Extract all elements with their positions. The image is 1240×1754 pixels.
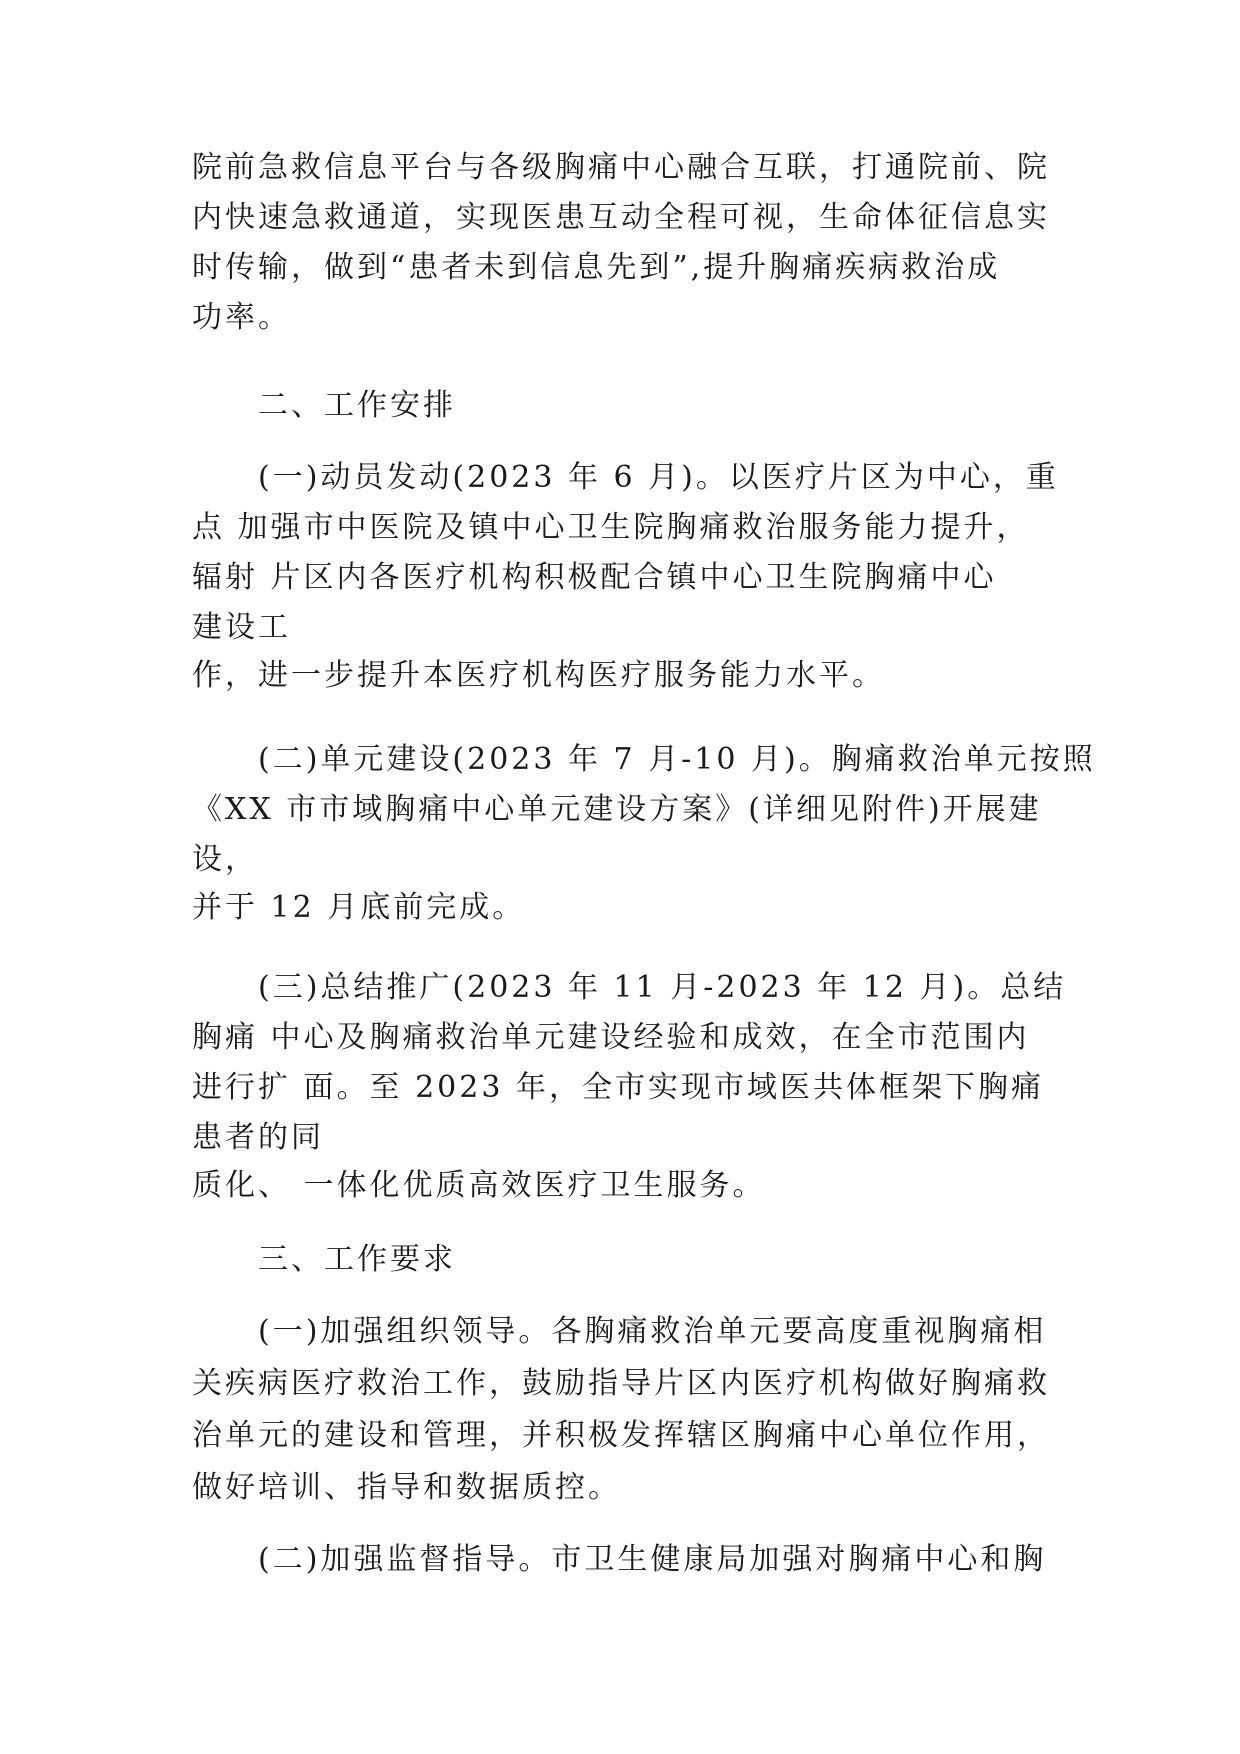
text-line: 设， xyxy=(192,842,258,877)
text-line: 功率。 xyxy=(192,300,291,335)
text-line: 质化、 一体化优质高效医疗卫生服务。 xyxy=(192,1168,766,1203)
section-heading: 三、工作要求 xyxy=(258,1242,456,1277)
text-line: 胸痛 中心及胸痛救治单元建设经验和成效，在全市范围内 xyxy=(192,1020,1030,1055)
text-line: 点 加强市中医院及镇中心卫生院胸痛救治服务能力提升， xyxy=(192,510,1030,545)
text-line: 治单元的建设和管理，并积极发挥辖区胸痛中心单位作用， xyxy=(192,1418,1050,1453)
text-line: 内快速急救通道，实现医患互动全程可视，生命体征信息实 xyxy=(192,200,1050,235)
text-line: 做好培训、指导和数据质控。 xyxy=(192,1470,621,1505)
text-line: (一)加强组织领导。各胸痛救治单元要高度重视胸痛相 xyxy=(258,1314,1047,1349)
text-line: 《XX 市市域胸痛中心单元建设方案》(详细见附件)开展建 xyxy=(192,792,1042,827)
text-line: 建设工 xyxy=(192,610,291,645)
text-line: 辐射 片区内各医疗机构积极配合镇中心卫生院胸痛中心 xyxy=(192,560,997,595)
section-heading: 二、工作安排 xyxy=(258,388,456,423)
text-line: 作，进一步提升本医疗机构医疗服务能力水平。 xyxy=(192,658,885,693)
text-line: 院前急救信息平台与各级胸痛中心融合互联，打通院前、院 xyxy=(192,150,1050,185)
text-line: 进行扩 面。至 2023 年，全市实现市域医共体框架下胸痛 xyxy=(192,1070,1044,1105)
text-line: 患者的同 xyxy=(192,1120,324,1155)
text-line: (二)加强监督指导。市卫生健康局加强对胸痛中心和胸 xyxy=(258,1542,1047,1577)
text-line: (二)单元建设(2023 年 7 月-10 月)。胸痛救治单元按照 xyxy=(258,742,1096,777)
text-line: (一)动员发动(2023 年 6 月)。以医疗片区为中心，重 xyxy=(258,460,1059,495)
text-line: 关疾病医疗救治工作，鼓励指导片区内医疗机构做好胸痛救 xyxy=(192,1366,1050,1401)
text-line: 时传输，做到“患者未到信息先到”,提升胸痛疾病救治成 xyxy=(192,250,1001,285)
text-line: 并于 12 月底前完成。 xyxy=(192,890,526,925)
text-line: (三)总结推广(2023 年 11 月-2023 年 12 月)。总结 xyxy=(258,970,1067,1005)
